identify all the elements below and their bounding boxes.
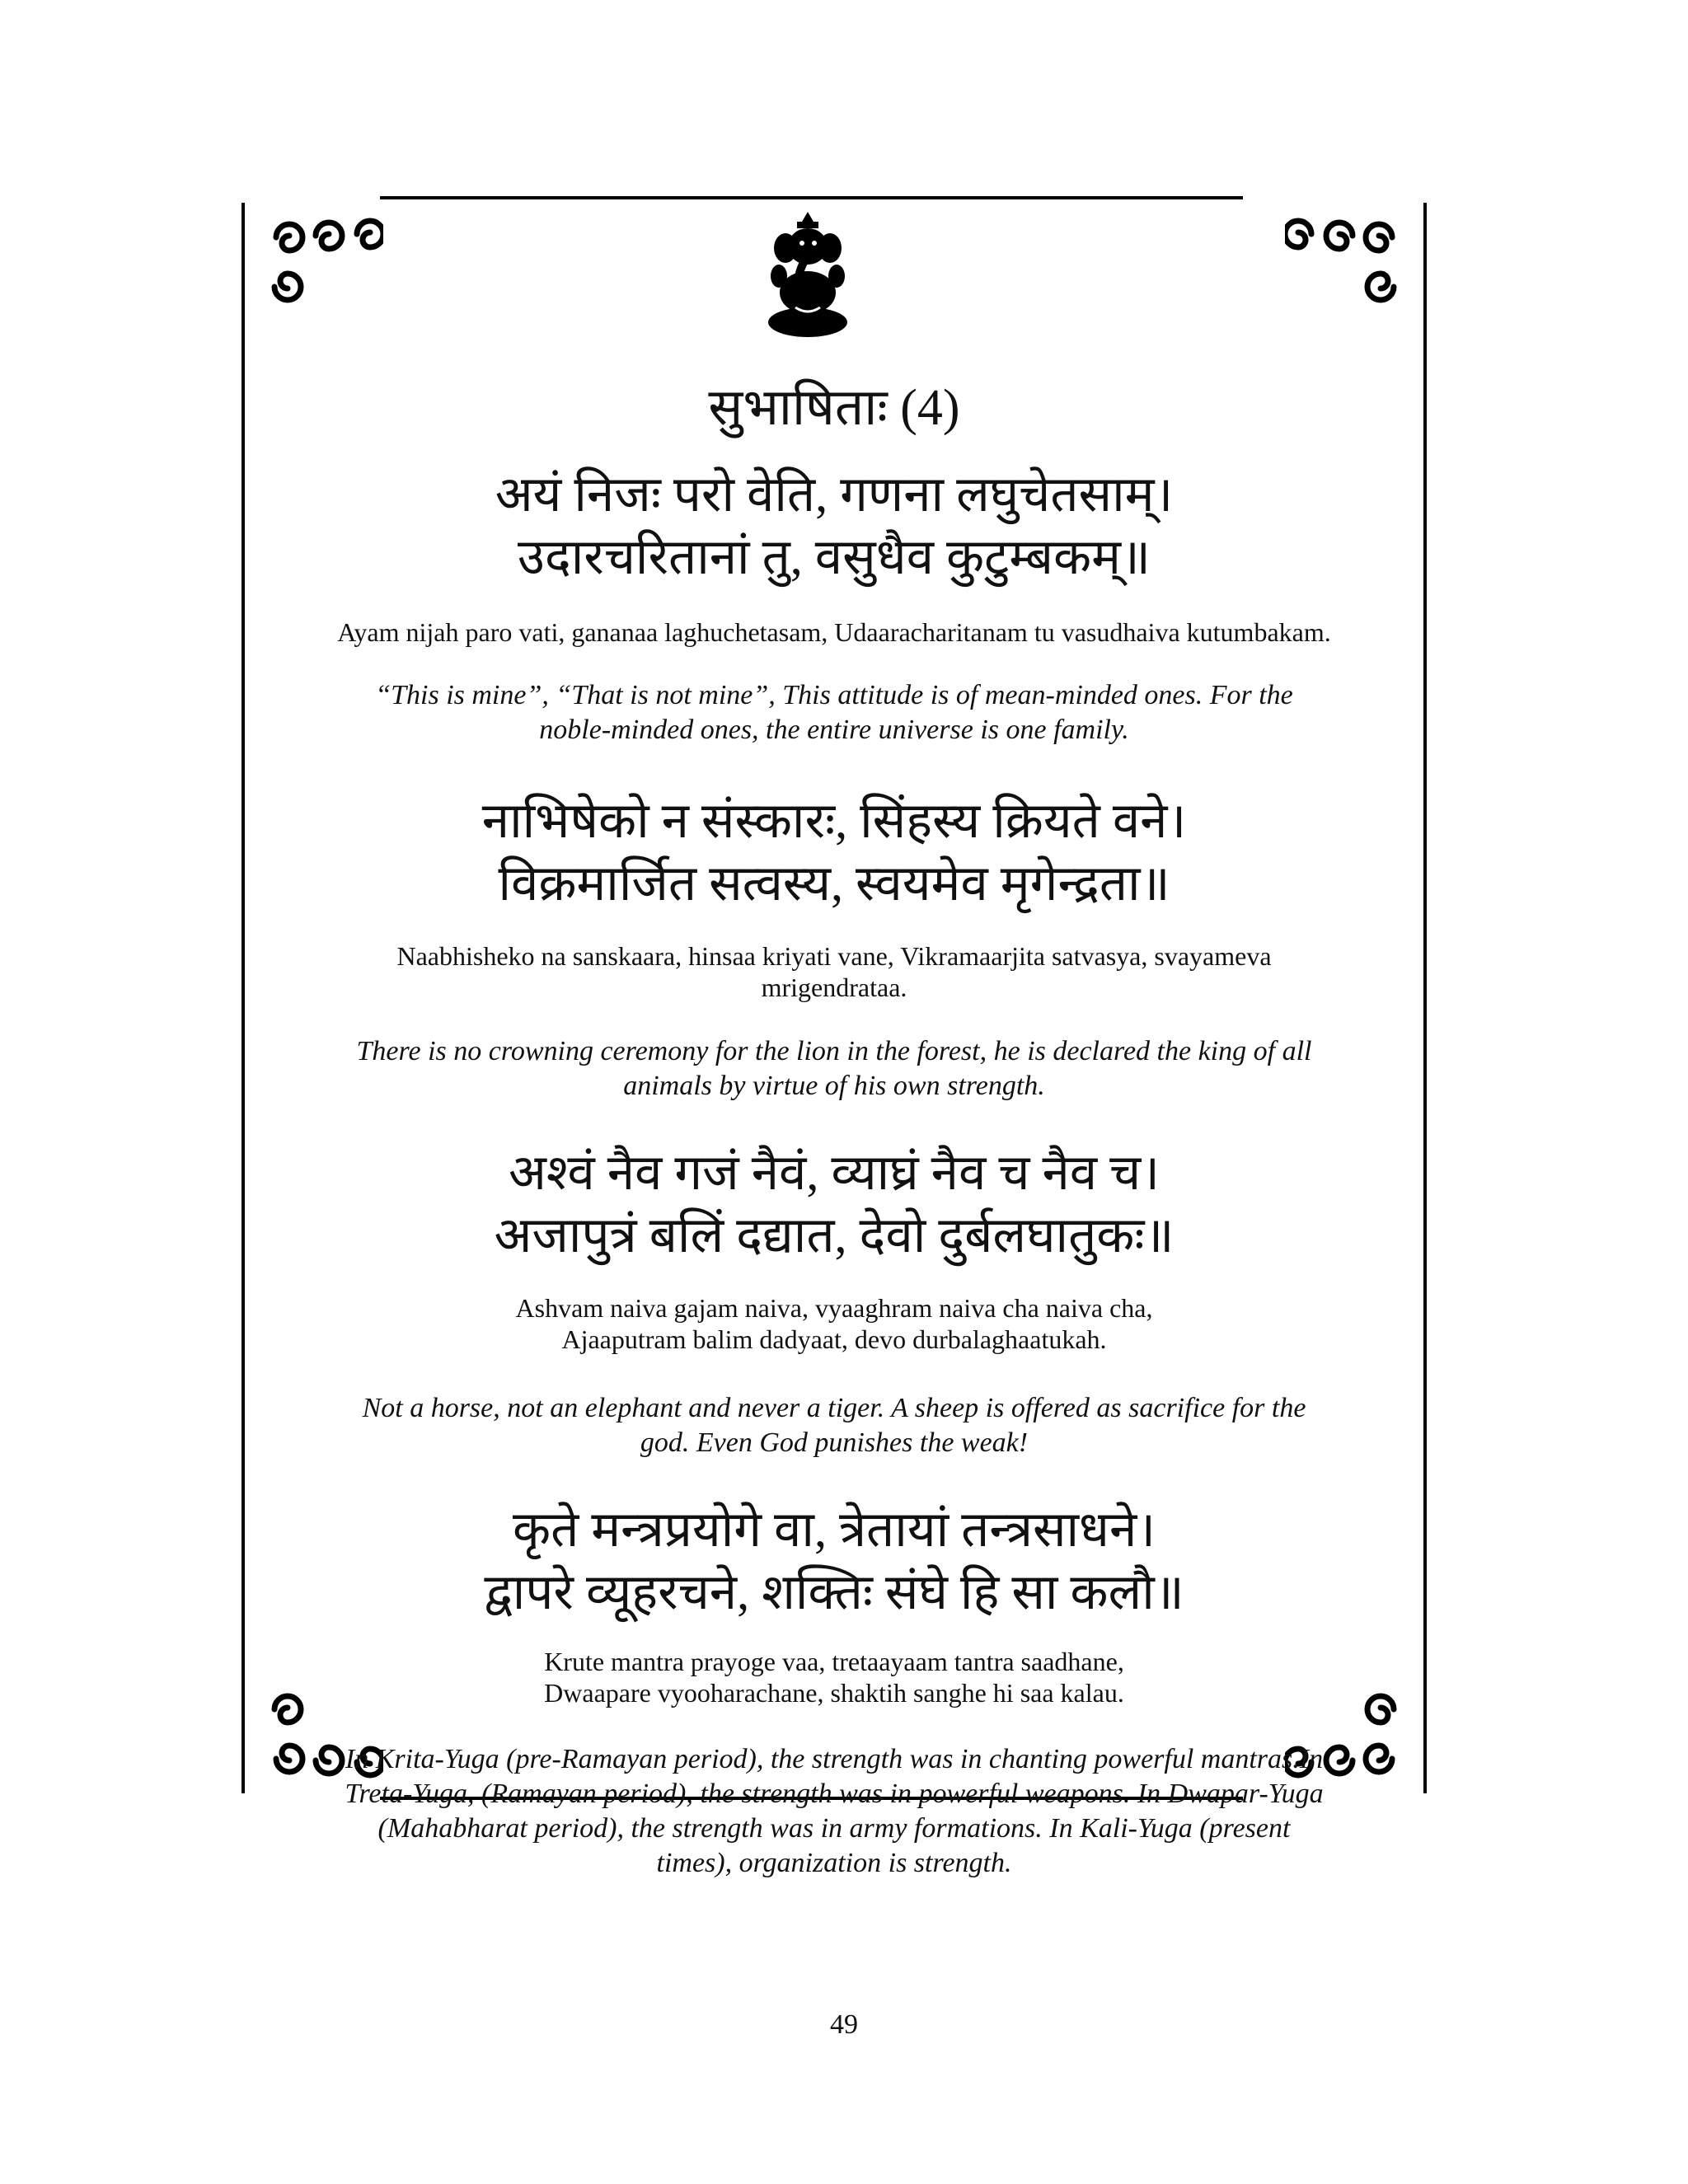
meaning-line: There is no crowning ceremony for the lion in the forest, he is declared the king of all <box>356 1036 1312 1066</box>
transliteration-line: Krute mantra prayoge vaa, tretaayaam tantra saadhane, <box>544 1647 1124 1676</box>
sanskrit-line: अश्वं नैव गजं नैवं, व्याघ्रं नैव च नैव च। <box>509 1146 1160 1200</box>
meaning-line: “This is mine”, “That is not mine”, This attitude is of mean-minded ones. For the <box>375 680 1293 710</box>
sanskrit-line: अजापुत्रं बलिं दद्यात, देवो दुर्बलघातुकः॥ <box>494 1208 1175 1263</box>
verse-4-sanskrit <box>247 1498 1421 1624</box>
verse-4-meaning <box>247 1742 1421 1881</box>
verse-3-meaning <box>247 1391 1421 1460</box>
sanskrit-line: नाभिषेको न संस्कारः, सिंहस्य क्रियते वने। <box>481 794 1187 848</box>
transliteration-line: Naabhisheko na sanskaara, hinsaa kriyati vane, Vikramaarjita satvasya, svayameva <box>396 941 1272 971</box>
meaning-line: times), organization is strength. <box>656 1848 1012 1878</box>
verse-2-transliteration <box>247 940 1421 1003</box>
transliteration-line: Ajaaputram balim dadyaat, devo durbalaghaatukah. <box>561 1324 1107 1354</box>
scroll-ornament-icon <box>1285 204 1417 328</box>
scroll-ornament-icon <box>251 204 383 328</box>
title-text: सुभाषिताः (4) <box>708 380 960 436</box>
verse-4-transliteration <box>247 1646 1421 1708</box>
verse-1-meaning <box>247 678 1421 748</box>
meaning-line: (Mahabharat period), the strength was in army formations. In Kali-Yuga (present <box>377 1813 1291 1844</box>
meaning-line: animals by virtue of his own strength. <box>623 1071 1045 1101</box>
transliteration-line: mrigendrataa. <box>761 972 907 1002</box>
sanskrit-line: कृते मन्त्रप्रयोगे वा, त्रेतायां तन्त्रसाधने। <box>513 1502 1156 1557</box>
sanskrit-line: द्वापरे व्यूहरचने, शक्तिः संघे हि सा कलौ॥ <box>484 1565 1184 1619</box>
sanskrit-line: विक्रमार्जित सत्वस्य, स्वयमेव मृगेन्द्रता॥ <box>498 856 1170 911</box>
meaning-line: god. Even God punishes the weak! <box>640 1427 1029 1458</box>
verse-2-meaning <box>247 1034 1421 1104</box>
verse-1-sanskrit <box>247 463 1421 588</box>
transliteration-line: Ashvam naiva gajam naiva, vyaaghram naiva cha naiva cha, <box>515 1293 1153 1323</box>
page-number: 49 <box>830 2009 858 2040</box>
sanskrit-line: उदारचरितानां तु, वसुधैव कुटुम्बकम्॥ <box>518 530 1151 584</box>
verse-3-transliteration <box>247 1292 1421 1355</box>
page-title <box>247 375 1421 441</box>
verse-2-sanskrit <box>247 790 1421 915</box>
ganesha-icon <box>762 210 853 342</box>
transliteration-line: Ayam nijah paro vati, gananaa laghuchetasam, Udaaracharitanam tu vasudhaiva kutumbakam. <box>337 617 1331 647</box>
meaning-line: Treta-Yuga, (Ramayan period), the strength was in powerful weapons. In Dwapar-Yuga <box>345 1779 1324 1809</box>
verse-3-sanskrit <box>247 1141 1421 1267</box>
meaning-line: Not a horse, not an elephant and never a tiger. A sheep is offered as sacrifice for the <box>362 1393 1306 1423</box>
verse-1-transliteration <box>247 616 1421 648</box>
transliteration-line: Dwaapare vyooharachane, shaktih sanghe hi saa kalau. <box>544 1678 1124 1708</box>
meaning-line: In Krita-Yuga (pre-Ramayan period), the strength was in chanting powerful mantras.In <box>345 1744 1324 1774</box>
sanskrit-line: अयं निजः परो वेति, गणना लघुचेतसाम्। <box>495 467 1174 522</box>
meaning-line: noble-minded ones, the entire universe is one family. <box>539 715 1129 745</box>
